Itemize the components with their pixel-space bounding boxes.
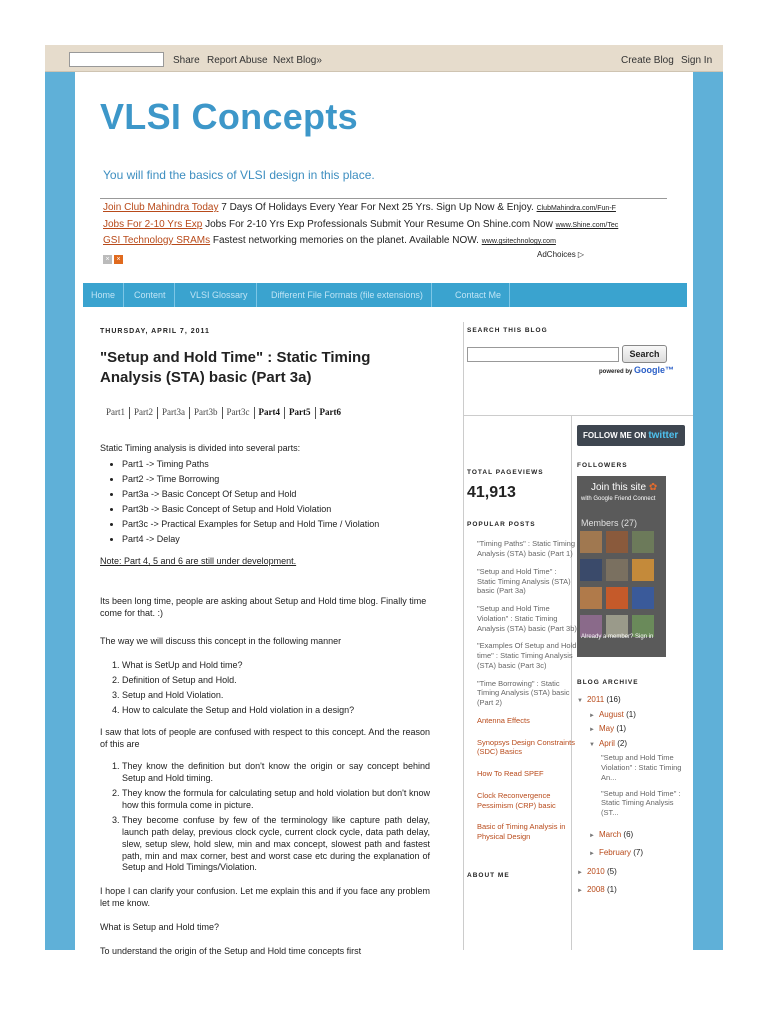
- archive-post-link[interactable]: "Setup and Hold Time" : Static Timing Analysis (ST...: [601, 788, 681, 817]
- ad-close-icon[interactable]: ×: [114, 255, 123, 264]
- avatar[interactable]: [606, 559, 628, 581]
- list-item: 2. They know the formula for calculating setup and hold violation but don't know how this formula come in picture.: [122, 788, 430, 812]
- search-button[interactable]: Search: [622, 345, 667, 363]
- avatar[interactable]: [632, 587, 654, 609]
- archive-year-label[interactable]: 2008: [586, 885, 605, 895]
- list-item: 3. Setup and Hold Violation.: [122, 690, 430, 702]
- post-paragraph: The way we will discuss this concept in the following manner: [100, 635, 342, 646]
- already-member-link[interactable]: Already a member? Sign in: [581, 634, 654, 641]
- development-note: Note: Part 4, 5 and 6 are still under development.: [100, 556, 297, 567]
- popular-post-link[interactable]: "Setup and Hold Time Violation" : Static Timing Analysis (STA) basic (Part 3b): [477, 604, 577, 633]
- archive-month-label[interactable]: May: [598, 724, 615, 734]
- create-blog-link[interactable]: Create Blog: [621, 55, 674, 66]
- menu-item-contact[interactable]: Contact Me: [447, 283, 510, 307]
- adchoices-link[interactable]: AdChoices ▷: [537, 250, 585, 259]
- ad-line-3: [103, 235, 587, 246]
- list-item: • Part1 -> Timing Paths: [122, 459, 430, 471]
- gfc-icon: ✿: [648, 482, 658, 494]
- collapsed-triangle-icon[interactable]: ►: [577, 888, 583, 895]
- twitter-follow-button[interactable]: [577, 425, 685, 446]
- part-list: [122, 459, 430, 546]
- members-count: Members (27): [581, 518, 638, 529]
- twitter-follow-text: FOLLOW ME ON: [583, 431, 649, 440]
- menu-item-content[interactable]: Content: [126, 283, 175, 307]
- collapsed-triangle-icon[interactable]: ►: [589, 727, 595, 734]
- archive-count: (5): [606, 866, 617, 876]
- pageviews-count: 41,913: [467, 484, 516, 502]
- ad-icons: [103, 248, 125, 266]
- popular-post-link[interactable]: "Setup and Hold Time" : Static Timing Analysis (STA) basic (Part 3a): [477, 566, 571, 596]
- post-paragraph: I hope I can clarify your confusion. Let me explain this and if you face any problem let me know.: [100, 886, 430, 909]
- list-item: 1. They know the definition but don't know the origin or say concept behind Setup and Hold timing.: [122, 761, 430, 785]
- ad-text-3: Fastest networking memories on the planet. Available NOW.: [210, 235, 482, 246]
- followers-widget: [577, 476, 666, 657]
- ad-link-3[interactable]: GSI Technology SRAMs: [103, 235, 211, 246]
- ad-text-2: Jobs For 2-10 Yrs Exp Professionals Submit Your Resume On Shine.com Now: [202, 219, 556, 230]
- list-item: 2. Definition of Setup and Hold.: [122, 675, 430, 687]
- menu-item-file-formats[interactable]: Different File Formats (file extensions): [263, 283, 432, 307]
- avatar[interactable]: [606, 531, 628, 553]
- list-item: 3. They become confuse by few of the terminology like capture path delay, launch path delay, previous clock cycle, current clock cycle, data path delay, slew, setup slew, hold slew, min and max concept, slowest path and fastest path, min and max corner, best and worst case etc during the explanation of Setup and Hold Timings/Violation.: [122, 815, 430, 875]
- expanded-triangle-icon[interactable]: ▼: [589, 741, 595, 748]
- list-item: • Part2 -> Time Borrowing: [122, 474, 430, 486]
- ad-url-3[interactable]: www.gsitechnology.com: [481, 238, 556, 245]
- join-site-link[interactable]: [591, 482, 657, 495]
- follower-avatars: [580, 531, 664, 643]
- collapsed-triangle-icon[interactable]: ►: [589, 851, 595, 858]
- part-link-4[interactable]: Part4: [254, 407, 285, 419]
- ad-link-2[interactable]: Jobs For 2-10 Yrs Exp: [103, 219, 203, 230]
- menu-bar: [83, 283, 687, 307]
- popular-post-link[interactable]: "Examples Of Setup and Hold time" : Static Timing Analysis (STA) basic (Part 3c): [477, 641, 577, 670]
- avatar[interactable]: [606, 587, 628, 609]
- archive-count: (7): [633, 848, 643, 858]
- part-link-3a[interactable]: Part3a: [157, 407, 189, 419]
- part-link-1[interactable]: Part1: [106, 407, 125, 418]
- post-title[interactable]: "Setup and Hold Time" : Static Timing Analysis (STA) basic (Part 3a): [100, 349, 371, 386]
- sidebar-left-lower: [467, 469, 577, 880]
- archive-month-label[interactable]: August: [598, 709, 624, 719]
- archive-month-label[interactable]: February: [598, 848, 631, 858]
- list-item: • Part4 -> Delay: [122, 534, 430, 546]
- archive-month-march[interactable]: [589, 830, 691, 841]
- report-abuse-link[interactable]: Report Abuse: [207, 55, 268, 66]
- expanded-triangle-icon[interactable]: ▼: [577, 698, 583, 705]
- followers-heading: FOLLOWERS: [577, 462, 628, 469]
- post-paragraph: I saw that lots of people are confused with respect to this concept. And the reason of this are: [100, 726, 430, 749]
- list-item: 4. How to calculate the Setup and Hold violation in a design?: [122, 705, 430, 717]
- ad-url-1[interactable]: ClubMahindra.com/Fun-F: [536, 205, 616, 212]
- list-item: • Part3b -> Basic Concept of Setup and Hold Violation: [122, 504, 430, 516]
- archive-month-label[interactable]: March: [598, 829, 622, 839]
- blog-search-input[interactable]: [467, 347, 619, 362]
- archive-count: (2): [617, 738, 627, 748]
- popular-post-link[interactable]: "Time Borrowing" : Static Timing Analysis (STA) basic (Part 2): [477, 678, 570, 707]
- archive-year-label[interactable]: 2011: [586, 695, 605, 705]
- twitter-logo: twitter: [648, 430, 679, 441]
- header-divider: [100, 198, 667, 199]
- part-link-2[interactable]: Part2: [129, 407, 157, 419]
- popular-post-link[interactable]: Synopsys Design Constraints (SDC) Basics: [477, 737, 575, 757]
- post-subheading: What is Setup and Hold time?: [100, 922, 220, 933]
- blogger-navbar: [45, 45, 723, 72]
- archive-month-february[interactable]: [589, 848, 691, 859]
- post-paragraph: To understand the origin of the Setup and Hold time concepts first: [100, 946, 362, 957]
- sidebar-right: [577, 425, 691, 945]
- collapsed-triangle-icon[interactable]: ►: [577, 869, 583, 876]
- parts-nav: [100, 407, 430, 419]
- part-link-3c[interactable]: Part3c: [222, 407, 254, 419]
- pageviews-heading: TOTAL PAGEVIEWS: [467, 469, 544, 476]
- avatar[interactable]: [580, 559, 602, 581]
- part-link-5[interactable]: Part5: [284, 407, 315, 419]
- archive-year-label[interactable]: 2010: [586, 866, 605, 876]
- list-item: • Part3c -> Practical Examples for Setup and Hold Time / Violation: [122, 519, 430, 531]
- archive-month-august[interactable]: [589, 710, 691, 721]
- archive-year-2008[interactable]: [577, 885, 691, 896]
- popular-post-link[interactable]: How To Read SPEF: [477, 769, 544, 778]
- blog-archive-heading: BLOG ARCHIVE: [577, 679, 639, 687]
- ad-url-2[interactable]: www.Shine.com/Tec: [555, 222, 619, 229]
- archive-count: (1): [616, 724, 627, 734]
- google-logo: Google™: [634, 365, 675, 375]
- ad-text-1: 7 Days Of Holidays Every Year For Next 25 Yrs. Sign Up Now & Enjoy.: [218, 202, 537, 213]
- archive-month-may[interactable]: [589, 724, 691, 735]
- archive-year-2010[interactable]: [577, 867, 691, 878]
- ad-line-1: [103, 202, 616, 213]
- post-paragraph: Its been long time, people are asking about Setup and Hold time blog. Finally time come for that. :): [100, 596, 427, 618]
- archive-count: (1): [606, 885, 617, 895]
- part-link-3b[interactable]: Part3b: [189, 407, 222, 419]
- archive-count: (6): [623, 829, 634, 839]
- popular-posts-heading: POPULAR POSTS: [467, 521, 536, 529]
- collapsed-triangle-icon[interactable]: ►: [589, 832, 595, 839]
- archive-post-link[interactable]: "Setup and Hold Time Violation" : Static Timing An...: [601, 753, 682, 782]
- ad-info-icon[interactable]: ×: [103, 255, 112, 264]
- sidebar-divider: [463, 322, 464, 950]
- sign-in-link[interactable]: Sign In: [681, 55, 713, 66]
- popular-post-link[interactable]: Clock Reconvergence Pessimism (CRP) basic: [477, 790, 556, 810]
- popular-post-link[interactable]: "Timing Paths" : Static Timing Analysis (STA) basic (Part 1): [477, 539, 575, 558]
- gfc-text: with Google Friend Connect: [581, 496, 656, 503]
- popular-post-link[interactable]: Basic of Timing Analysis in Physical Design: [477, 822, 566, 841]
- about-me-heading: ABOUT ME: [467, 871, 510, 879]
- archive-year-2011[interactable]: [577, 695, 691, 706]
- reason-list: [122, 761, 430, 875]
- avatar[interactable]: [580, 587, 602, 609]
- archive-month-april[interactable]: [589, 739, 691, 750]
- share-link[interactable]: Share: [173, 55, 200, 66]
- archive-month-label[interactable]: April: [598, 738, 615, 748]
- archive-count: (16): [606, 695, 621, 705]
- ad-line-2: [103, 219, 619, 230]
- post-date: THURSDAY, APRIL 7, 2011: [100, 328, 210, 335]
- part-link-6[interactable]: Part6: [315, 407, 346, 419]
- blog-frame: [45, 45, 723, 957]
- list-item: • Part3a -> Basic Concept Of Setup and Hold: [122, 489, 430, 501]
- menu-item-vlsi-glossary[interactable]: VLSI Glossary: [182, 283, 257, 307]
- avatar[interactable]: [580, 531, 602, 553]
- menu-item-home[interactable]: Home: [83, 283, 124, 307]
- avatar[interactable]: [632, 559, 654, 581]
- post-column: [100, 327, 430, 957]
- archive-count: (1): [626, 709, 636, 719]
- navbar-search-input[interactable]: [69, 52, 164, 67]
- powered-by-text: powered by: [599, 369, 635, 375]
- blog-title[interactable]: VLSI Concepts: [100, 96, 358, 137]
- collapsed-triangle-icon[interactable]: ►: [589, 712, 595, 719]
- join-site-text: Join this site: [591, 482, 647, 494]
- popular-post-link[interactable]: Antenna Effects: [477, 715, 530, 725]
- blog-description: You will find the basics of VLSI design in this place.: [103, 168, 375, 182]
- powered-by-google: [599, 365, 674, 377]
- search-heading: SEARCH THIS BLOG: [467, 327, 548, 334]
- blog-page: [75, 72, 693, 957]
- list-item: 1. What is SetUp and Hold time?: [122, 660, 430, 672]
- manner-list: [122, 660, 430, 717]
- ad-link-1[interactable]: Join Club Mahindra Today: [103, 202, 219, 213]
- next-blog-link[interactable]: Next Blog»: [273, 55, 322, 66]
- post-intro: Static Timing analysis is divided into several parts:: [100, 443, 301, 454]
- avatar[interactable]: [632, 531, 654, 553]
